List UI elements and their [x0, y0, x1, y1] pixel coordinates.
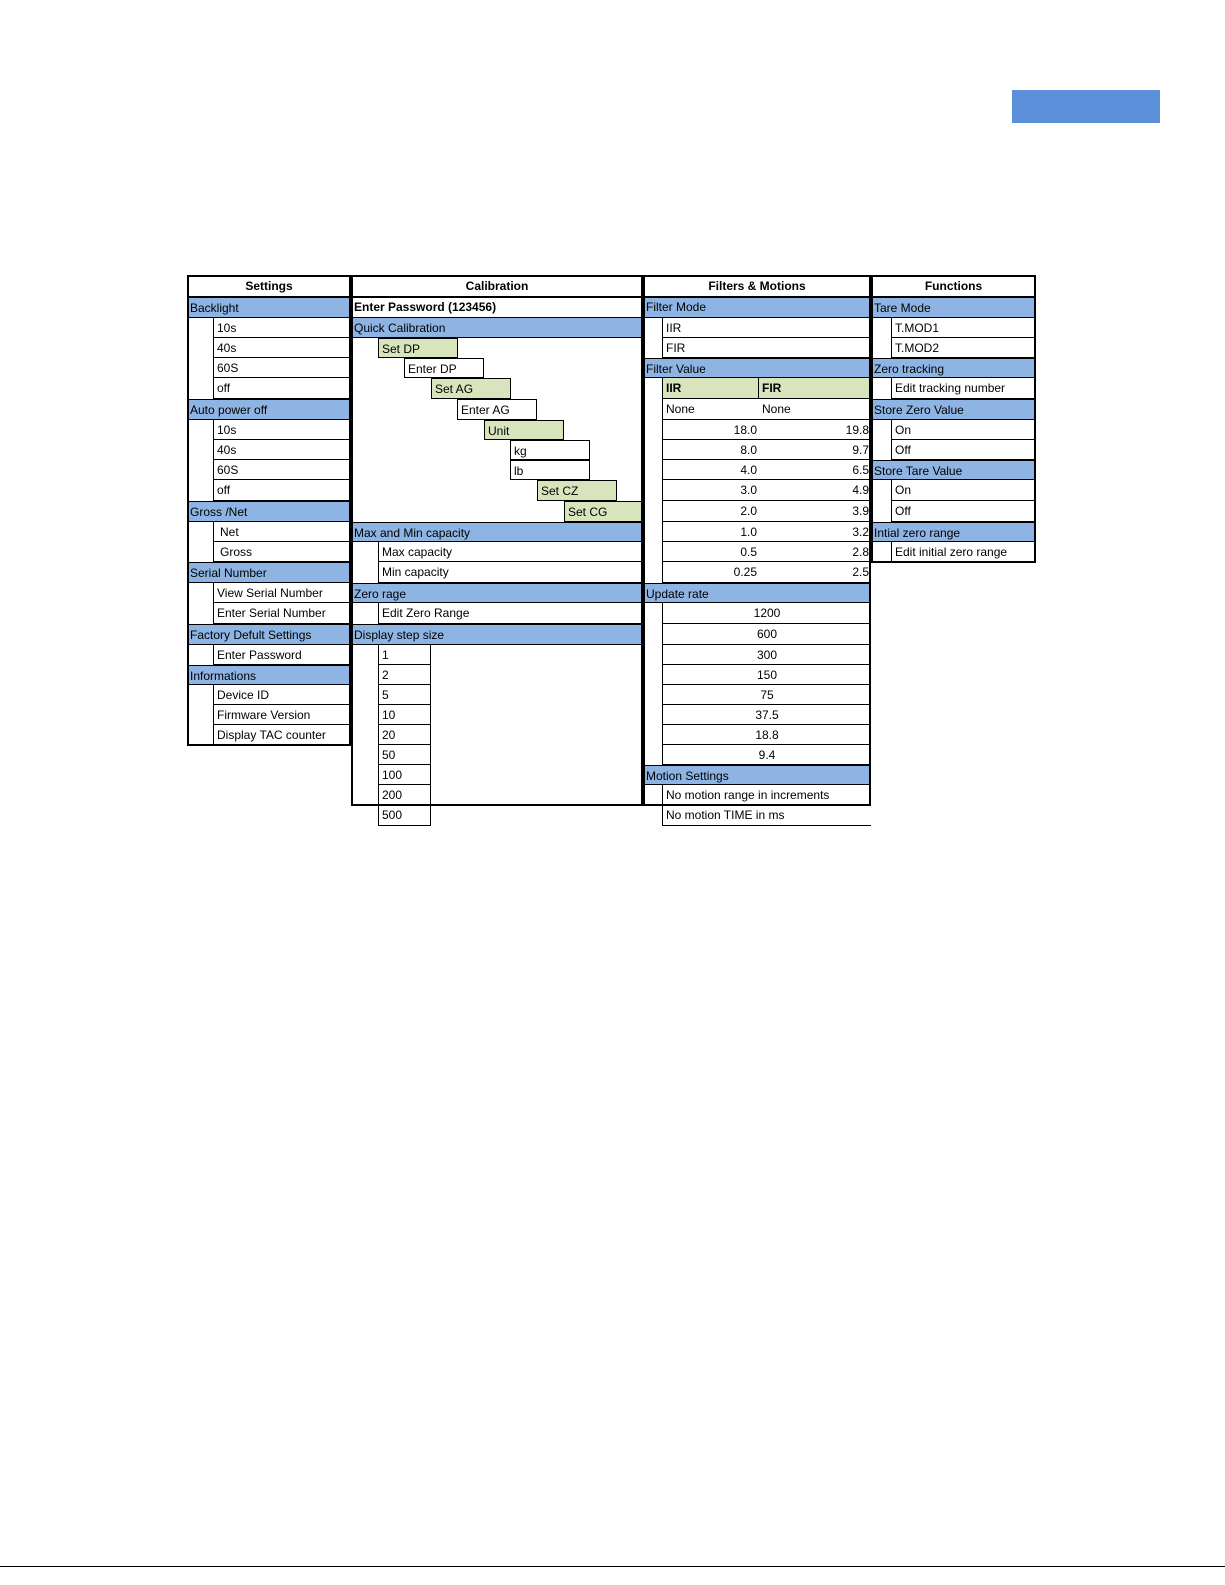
- zero-range-item: Edit Zero Range: [378, 603, 643, 624]
- filter-value-col-fir: FIR: [759, 378, 871, 399]
- quick-calibration-step: Set CG: [564, 501, 643, 522]
- column-header-filters: Filters & Motions: [708, 279, 806, 293]
- column-header-functions: Functions: [924, 279, 983, 293]
- update-rate-item: 9.4: [662, 745, 871, 765]
- filter-mode-header: Filter Mode: [643, 297, 871, 318]
- filter-value-iir-cell: 2.0: [662, 501, 759, 522]
- serial-item: Enter Serial Number: [213, 603, 351, 624]
- auto-power-item: 40s: [213, 440, 351, 460]
- calibration-password: Enter Password (123456): [351, 297, 643, 318]
- quick-calibration-step: Set CZ: [537, 480, 617, 501]
- store-tare-item: Off: [891, 501, 1036, 522]
- step-size-item: 5: [378, 685, 431, 705]
- capacity-item: Max capacity: [378, 542, 643, 562]
- quick-calibration-step: lb: [510, 460, 590, 480]
- auto-power-item: 10s: [213, 420, 351, 440]
- update-rate-item: 37.5: [662, 705, 871, 725]
- serial-item: View Serial Number: [213, 583, 351, 603]
- filter-mode-item: IIR: [662, 318, 871, 338]
- store-tare-item: On: [891, 480, 1036, 501]
- motion-settings-item: No motion TIME in ms: [662, 805, 871, 826]
- update-rate-item: 600: [662, 624, 871, 645]
- filter-value-fir-cell: 19.8: [759, 420, 871, 440]
- step-size-item: 1: [378, 645, 431, 665]
- auto-power-item: off: [213, 480, 351, 501]
- motion-settings-item: No motion range in increments: [662, 785, 871, 805]
- filter-value-header: Filter Value: [643, 358, 871, 378]
- filter-value-iir-cell: None: [662, 399, 759, 420]
- update-rate-item: 150: [662, 665, 871, 685]
- filter-value-iir-cell: 8.0: [662, 440, 759, 460]
- store-tare-header: Store Tare Value: [871, 460, 1036, 480]
- gross-net-item: Gross: [213, 542, 351, 562]
- update-rate-item: 75: [662, 685, 871, 705]
- motion-settings-header: Motion Settings: [643, 765, 871, 785]
- store-zero-item: Off: [891, 440, 1036, 460]
- store-zero-item: On: [891, 420, 1036, 440]
- quick-calibration-header: Quick Calibration: [351, 318, 643, 338]
- update-rate-header: Update rate: [643, 583, 871, 603]
- gross-net-header: Gross /Net: [187, 501, 351, 522]
- store-zero-header: Store Zero Value: [871, 399, 1036, 420]
- update-rate-item: 18.8: [662, 725, 871, 745]
- update-rate-item: 300: [662, 645, 871, 665]
- quick-calibration-step: Unit: [484, 420, 564, 440]
- initial-zero-header: Intial zero range: [871, 522, 1036, 542]
- column-header-settings: Settings: [245, 279, 293, 293]
- tare-item: T.MOD2: [891, 338, 1036, 358]
- filter-value-iir-cell: 3.0: [662, 480, 759, 501]
- step-size-item: 10: [378, 705, 431, 725]
- backlight-item: 40s: [213, 338, 351, 358]
- filter-value-fir-cell: 9.7: [759, 440, 871, 460]
- step-size-item: 100: [378, 765, 431, 785]
- backlight-header: Backlight: [187, 297, 351, 318]
- capacity-header: Max and Min capacity: [351, 522, 643, 542]
- backlight-item: 10s: [213, 318, 351, 338]
- page-badge: [1012, 90, 1160, 123]
- step-size-item: 200: [378, 785, 431, 805]
- tare-item: T.MOD1: [891, 318, 1036, 338]
- quick-calibration-step: Enter AG: [457, 399, 537, 420]
- update-rate-item: 1200: [662, 603, 871, 624]
- tare-header: Tare Mode: [871, 297, 1036, 318]
- backlight-item: off: [213, 378, 351, 399]
- step-size-item: 500: [378, 805, 431, 826]
- filter-value-iir-cell: 18.0: [662, 420, 759, 440]
- step-size-item: 50: [378, 745, 431, 765]
- backlight-item: 60S: [213, 358, 351, 378]
- filter-value-fir-cell: 6.5: [759, 460, 871, 480]
- quick-calibration-step: Set AG: [431, 378, 511, 399]
- quick-calibration-step: Enter DP: [404, 358, 484, 378]
- zero-tracking-item: Edit tracking number: [891, 378, 1036, 399]
- filter-value-iir-cell: 0.25: [662, 562, 759, 583]
- filter-value-iir-cell: 0.5: [662, 542, 759, 562]
- quick-calibration-step: kg: [510, 440, 590, 460]
- capacity-item: Min capacity: [378, 562, 643, 583]
- filter-value-fir-cell: 2.8: [759, 542, 871, 562]
- info-item: Display TAC counter: [213, 725, 351, 745]
- step-size-item: 20: [378, 725, 431, 745]
- column-header-calibration: Calibration: [465, 279, 529, 293]
- filter-value-fir-cell: 3.9: [759, 501, 871, 522]
- zero-range-header: Zero rage: [351, 583, 643, 603]
- step-size-item: 2: [378, 665, 431, 685]
- info-item: Firmware Version: [213, 705, 351, 725]
- filter-value-fir-cell: 2.5: [759, 562, 871, 583]
- step-size-header: Display step size: [351, 624, 643, 645]
- factory-item: Enter Password: [213, 645, 351, 665]
- filter-value-fir-cell: 3.2: [759, 522, 871, 542]
- initial-zero-item: Edit initial zero range: [891, 542, 1036, 562]
- filter-value-iir-cell: 4.0: [662, 460, 759, 480]
- serial-header: Serial Number: [187, 562, 351, 583]
- info-item: Device ID: [213, 685, 351, 705]
- factory-header: Factory Defult Settings: [187, 624, 351, 645]
- quick-calibration-step: Set DP: [378, 338, 458, 358]
- zero-tracking-header: Zero tracking: [871, 358, 1036, 378]
- filter-value-col-iir: IIR: [662, 378, 759, 399]
- auto-power-item: 60S: [213, 460, 351, 480]
- filter-value-fir-cell: None: [759, 399, 871, 420]
- gross-net-item: Net: [213, 522, 351, 542]
- filter-value-iir-cell: 1.0: [662, 522, 759, 542]
- info-header: Informations: [187, 665, 351, 685]
- bottom-rule: [0, 1566, 1225, 1567]
- filter-mode-item: FIR: [662, 338, 871, 358]
- auto-power-header: Auto power off: [187, 399, 351, 420]
- filter-value-fir-cell: 4.9: [759, 480, 871, 501]
